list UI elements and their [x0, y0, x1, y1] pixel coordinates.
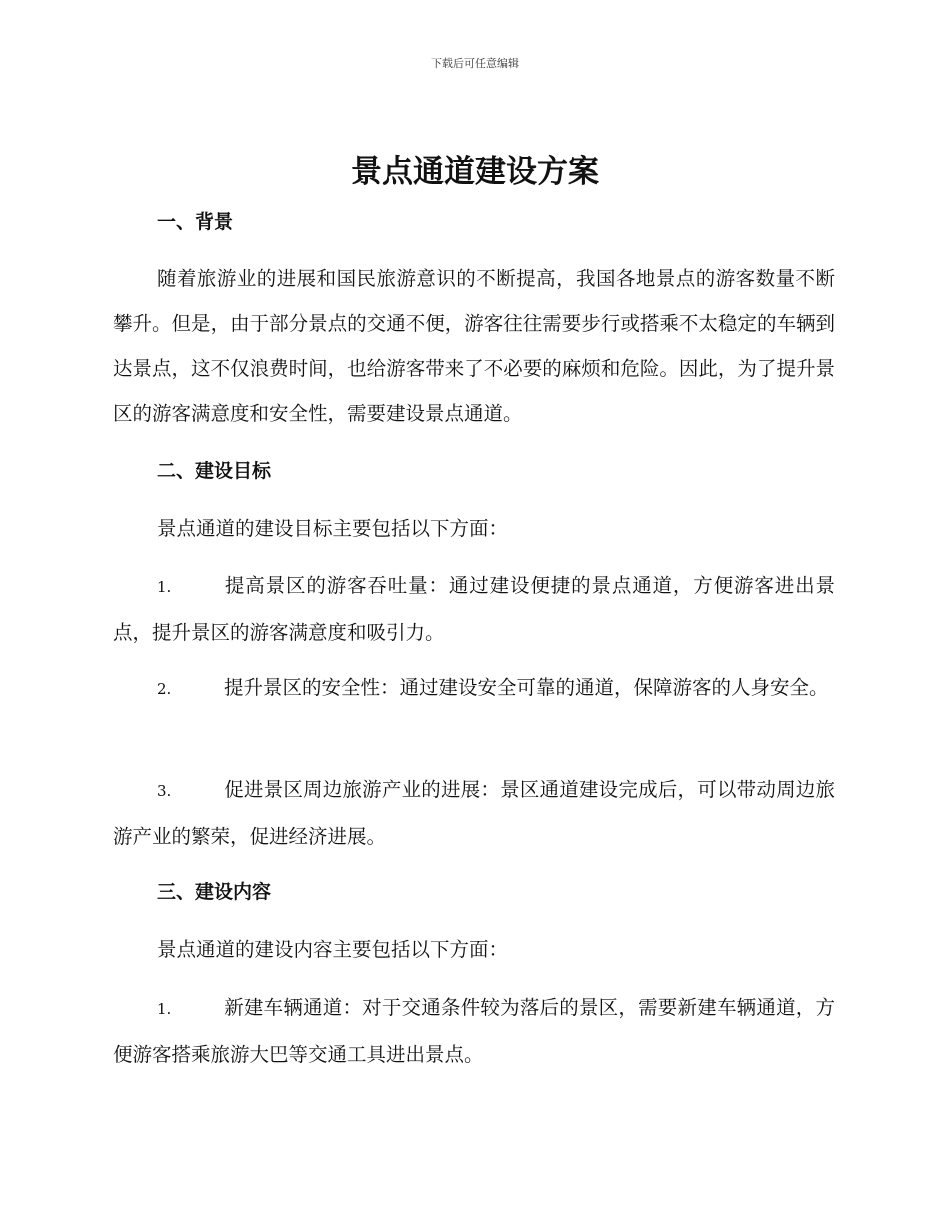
list-item — [113, 985, 835, 1077]
list-item-text: 提高景区的游客吞吐量：通过建设便捷的景点通道，方便游客进出景点，提升景区的游客满意度和吸引力。 — [113, 574, 835, 644]
document-title: 景点通道建设方案 — [351, 154, 599, 190]
content-intro: 景点通道的建设内容主要包括以下方面： — [157, 938, 509, 961]
list-item-text: 提升景区的安全性：通过建设安全可靠的通道，保障游客的人身安全。 — [224, 676, 829, 699]
list-number: 2. — [157, 680, 172, 698]
list-item — [113, 665, 835, 712]
header-note: 下载后可任意编辑 — [431, 57, 519, 70]
list-item — [113, 563, 835, 655]
background-paragraph: 随着旅游业的进展和国民旅游意识的不断提高，我国各地景点的游客数量不断攀升。但是，由于部分景点的交通不便，游客往往需要步行或搭乘不太稳定的车辆到达景点，这不仅浪费时间，也给游客带来了不必要的麻烦和危险。因此，为了提升景区的游客满意度和安全性，需要建设景点通道。 — [113, 267, 835, 425]
goals-intro: 景点通道的建设目标主要包括以下方面： — [157, 517, 509, 540]
list-number: 1. — [157, 578, 172, 596]
section-heading-background: 一、背景 — [157, 211, 234, 233]
list-item-text: 新建车辆通道：对于交通条件较为落后的景区，需要新建车辆通道，方便游客搭乘旅游大巴等交通工具进出景点。 — [113, 996, 835, 1066]
list-item-text: 促进景区周边旅游产业的进展：景区通道建设完成后，可以带动周边旅游产业的繁荣，促进经济进展。 — [113, 778, 835, 848]
section-heading-goals: 二、建设目标 — [157, 460, 272, 482]
list-number: 3. — [157, 782, 172, 800]
list-number: 1. — [157, 1000, 172, 1018]
section-heading-content: 三、建设内容 — [157, 881, 272, 903]
list-item — [113, 767, 835, 859]
